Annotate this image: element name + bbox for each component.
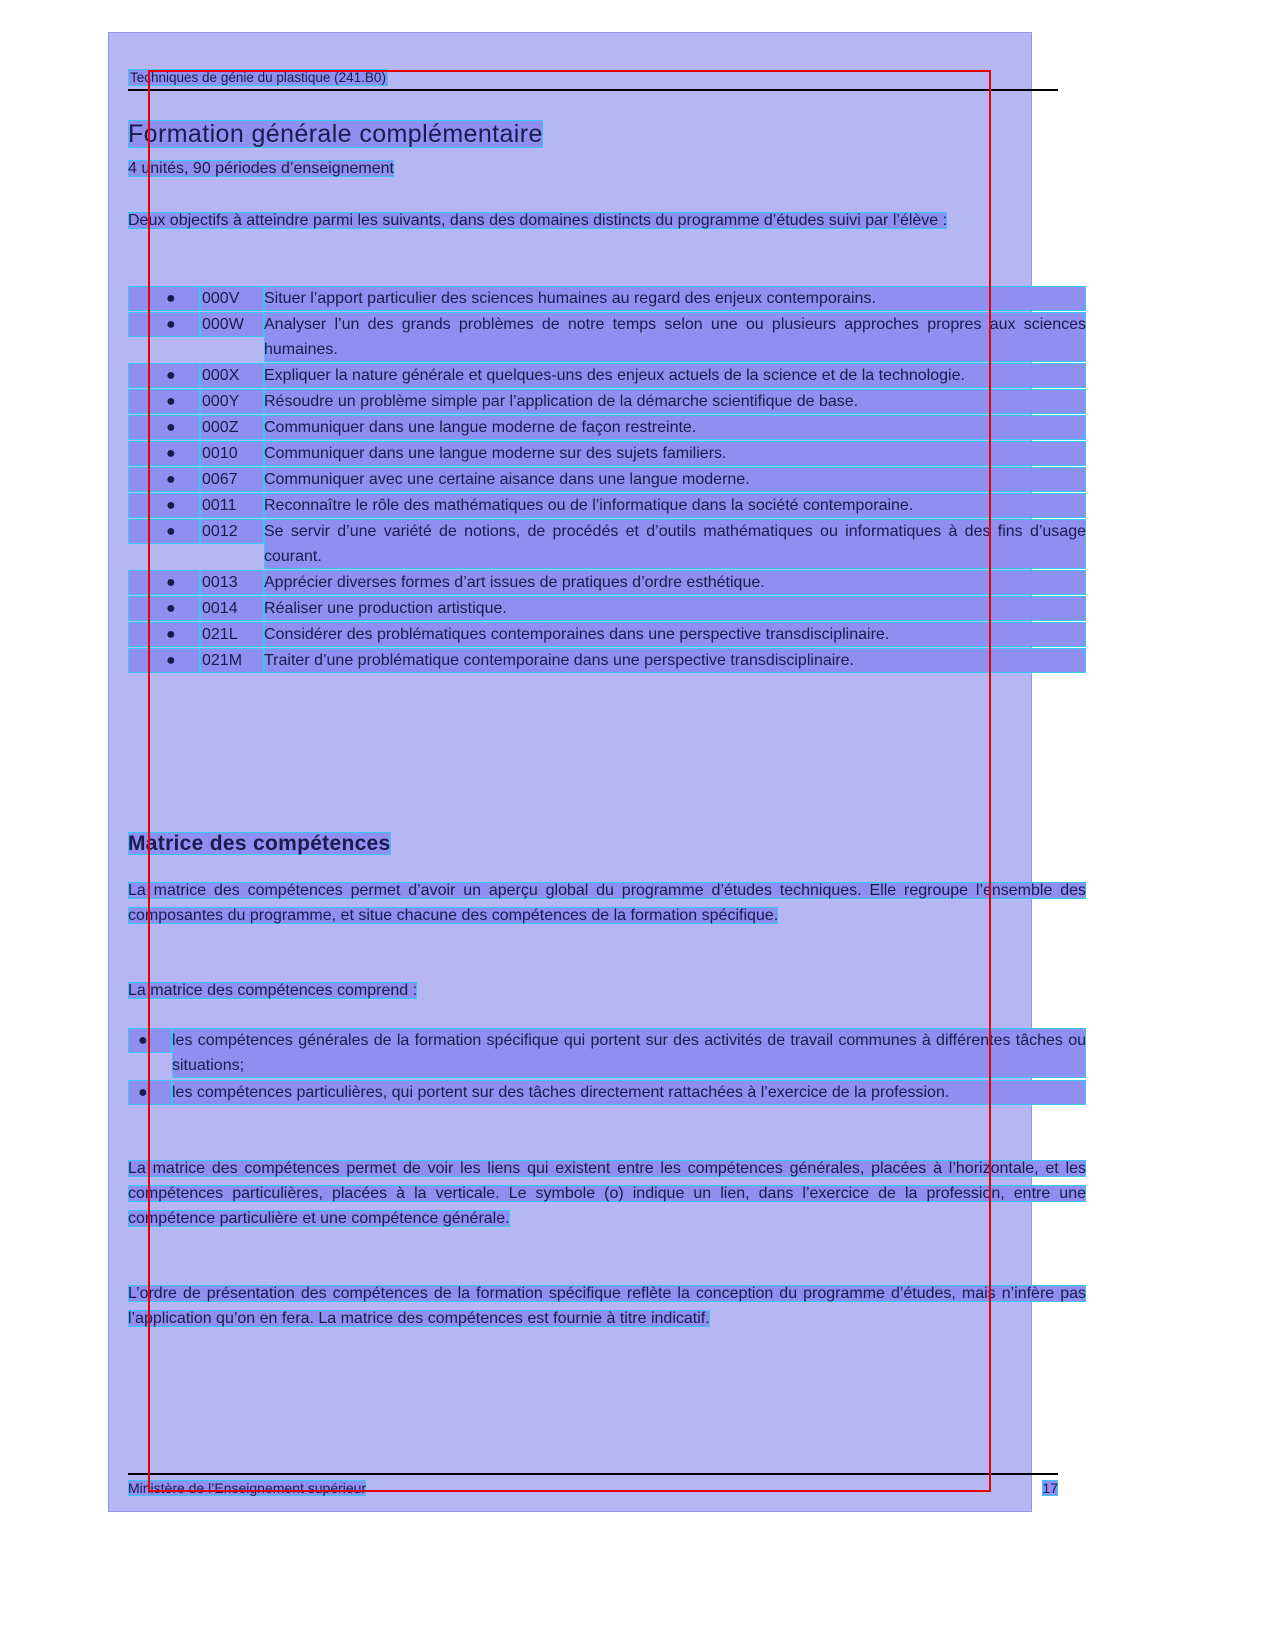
objective-text: Traiter d’une problématique contemporaine dans une perspective transdisciplinaire.	[264, 648, 1086, 673]
bullet-icon: ●	[128, 312, 200, 337]
bullet-icon: ●	[128, 570, 200, 595]
footer-divider	[128, 1473, 1058, 1475]
objective-code: 000W	[200, 312, 264, 337]
objective-code: 0011	[200, 493, 264, 518]
list-item	[128, 467, 1086, 492]
objective-text: Reconnaître le rôle des mathématiques ou de l’informatique dans la société contemporaine.	[264, 493, 1086, 518]
objective-text: Communiquer dans une langue moderne de façon restreinte.	[264, 415, 1086, 440]
list-item	[128, 389, 1086, 414]
objective-code: 000X	[200, 363, 264, 388]
list-item	[128, 570, 1086, 595]
objective-code: 0014	[200, 596, 264, 621]
bullet-icon: ●	[128, 622, 200, 647]
objective-text: Considérer des problématiques contemporaines dans une perspective transdisciplinaire.	[264, 622, 1086, 647]
objectives-list	[128, 286, 1086, 674]
bullet-icon: ●	[128, 415, 200, 440]
page-footer	[128, 1480, 1058, 1496]
list-item	[128, 415, 1086, 440]
list-item	[128, 596, 1086, 621]
objective-code: 0010	[200, 441, 264, 466]
bullet-icon: ●	[128, 1028, 172, 1053]
objective-code: 0013	[200, 570, 264, 595]
bullet-icon: ●	[128, 519, 200, 544]
list-item	[128, 312, 1086, 362]
bullet-icon: ●	[128, 596, 200, 621]
objective-code: 021M	[200, 648, 264, 673]
objective-text: Analyser l’un des grands problèmes de notre temps selon une ou plusieurs approches propres aux sciences humaines.	[264, 312, 1086, 362]
bullet-icon: ●	[128, 286, 200, 311]
intro-paragraph: Deux objectifs à atteindre parmi les suivants, dans des domaines distincts du programme d’études suivi par l’élève :	[128, 212, 948, 229]
objective-code: 000Y	[200, 389, 264, 414]
list-item	[128, 441, 1086, 466]
objective-text: Expliquer la nature générale et quelques-uns des enjeux actuels de la science et de la technologie.	[264, 363, 1086, 388]
bullet-icon: ●	[128, 363, 200, 388]
objective-code: 000V	[200, 286, 264, 311]
bullet-icon: ●	[128, 441, 200, 466]
bullet-icon: ●	[128, 1080, 172, 1105]
objective-code: 000Z	[200, 415, 264, 440]
objective-text: Résoudre un problème simple par l’application de la démarche scientifique de base.	[264, 389, 1086, 414]
section-heading-matrice: Matrice des compétences	[128, 832, 391, 855]
matrice-paragraph-1: La matrice des compétences permet d’avoir un aperçu global du programme d’études techniques. Elle regroupe l’ensemble des composantes du programme, et situe chacune des compétences de la formation spécifique.	[128, 882, 1086, 924]
matrice-paragraph-4: L’ordre de présentation des compétences de la formation spécifique reflète la conception du programme d’études, mais n’infère pas l’application qu’on en fera. La matrice des compétences est fournie à titre indicatif.	[128, 1285, 1086, 1327]
objective-text: Apprécier diverses formes d’art issues de pratiques d’ordre esthétique.	[264, 570, 1086, 595]
objective-text: Communiquer avec une certaine aisance dans une langue moderne.	[264, 467, 1086, 492]
list-item	[128, 363, 1086, 388]
matrice-list-text: les compétences générales de la formation spécifique qui portent sur des activités de travail communes à différentes tâches ou situations;	[172, 1028, 1086, 1078]
objective-text: Communiquer dans une langue moderne sur des sujets familiers.	[264, 441, 1086, 466]
objective-text: Se servir d’une variété de notions, de procédés et d’outils mathématiques ou informatiques à des fins d’usage courant.	[264, 519, 1086, 569]
matrice-paragraph-3: La matrice des compétences permet de voir les liens qui existent entre les compétences générales, placées à l’horizontale, et les compétences particulières, placées à la verticale. Le symbole (o) indique un lien, dans l’exercice de la profession, entre une compétence particulière et une compétence générale.	[128, 1160, 1086, 1227]
list-item	[128, 493, 1086, 518]
bullet-icon: ●	[128, 389, 200, 414]
footer-left-text: Ministère de l’Enseignement supérieur	[128, 1480, 367, 1496]
matrice-list	[128, 1028, 1086, 1107]
objective-code: 0012	[200, 519, 264, 544]
page-title: Formation générale complémentaire	[128, 120, 543, 148]
bullet-icon: ●	[128, 648, 200, 673]
bullet-icon: ●	[128, 467, 200, 492]
list-item	[128, 519, 1086, 569]
list-item	[128, 286, 1086, 311]
bullet-icon: ●	[128, 493, 200, 518]
list-item	[128, 1028, 1086, 1078]
list-item	[128, 622, 1086, 647]
units-line: 4 unités, 90 périodes d’enseignement	[128, 160, 394, 177]
objective-code: 021L	[200, 622, 264, 647]
list-item	[128, 1080, 1086, 1105]
list-item	[128, 648, 1086, 673]
matrice-paragraph-2: La matrice des compétences comprend :	[128, 982, 418, 999]
objective-text: Réaliser une production artistique.	[264, 596, 1086, 621]
objective-text: Situer l’apport particulier des sciences humaines au regard des enjeux contemporains.	[264, 286, 1086, 311]
running-header	[128, 70, 1058, 85]
running-header-text: Techniques de génie du plastique (241.B0)	[130, 70, 386, 85]
header-divider	[128, 89, 1058, 91]
objective-code: 0067	[200, 467, 264, 492]
page-number: 17	[1042, 1480, 1058, 1496]
matrice-list-text: les compétences particulières, qui portent sur des tâches directement rattachées à l’exercice de la profession.	[172, 1080, 1086, 1105]
